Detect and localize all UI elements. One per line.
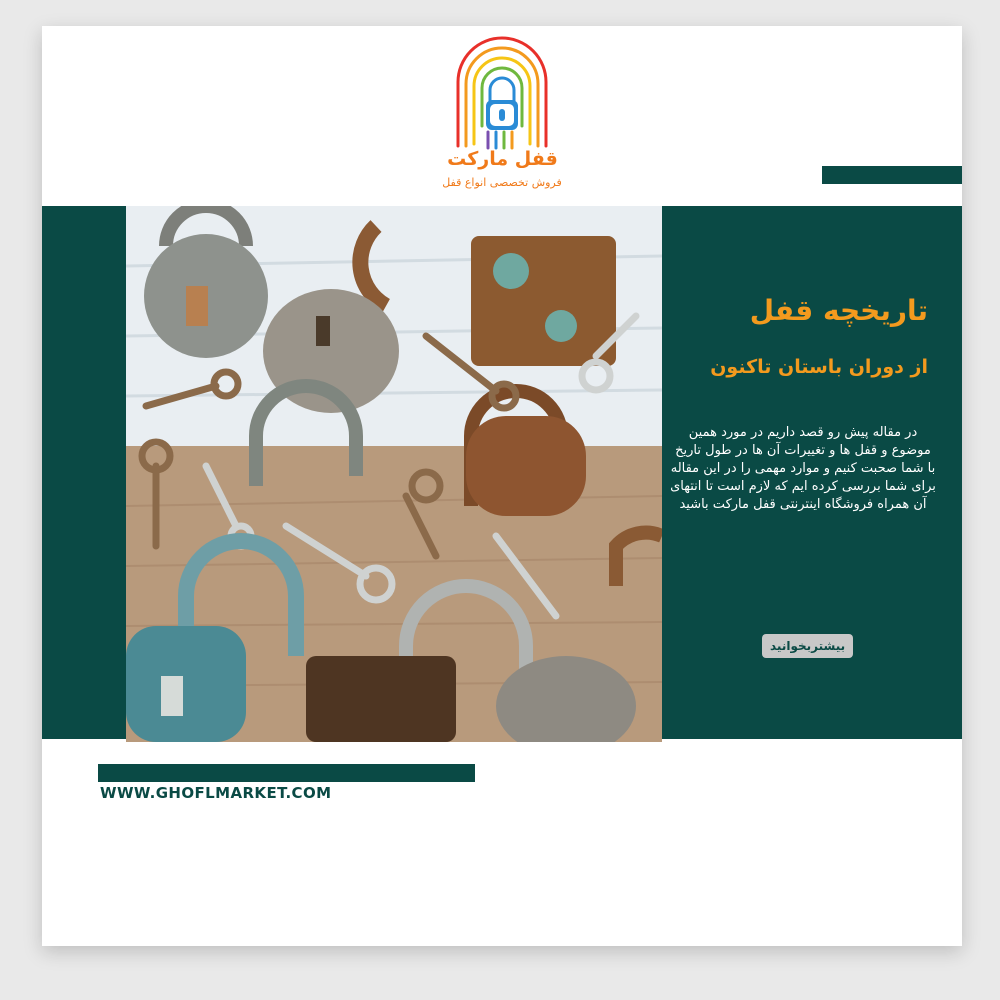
website-url[interactable]: WWW.GHOFLMARKET.COM [100, 784, 332, 802]
brand-name: قفل مارکت [447, 148, 558, 170]
padlock-fingerprint-icon [422, 26, 582, 156]
post-card [42, 26, 962, 946]
article-excerpt: در مقاله پیش رو قصد داریم در مورد همین موضوع و قفل ها و تغییرات آن ها در طول تاریخ با شما صحبت کنیم و موارد مهمی را در این مقاله برای شما بررسی کرده ایم که لازم است تا انتهای آن همراه فروشگاه اینترنتی قفل مارکت باشید [670, 425, 936, 512]
brand-tagline: فروش تخصصی انواع قفل [442, 176, 562, 189]
read-more-button[interactable]: بیشتربخوانید [762, 634, 853, 658]
bottom-accent-bar [98, 764, 475, 782]
article-title: تاریخچه قفل [749, 294, 928, 327]
top-accent-bar [822, 166, 962, 184]
vintage-padlocks-and-keys-image [126, 206, 662, 742]
article-subtitle: از دوران باستان تاکنون [710, 356, 928, 378]
